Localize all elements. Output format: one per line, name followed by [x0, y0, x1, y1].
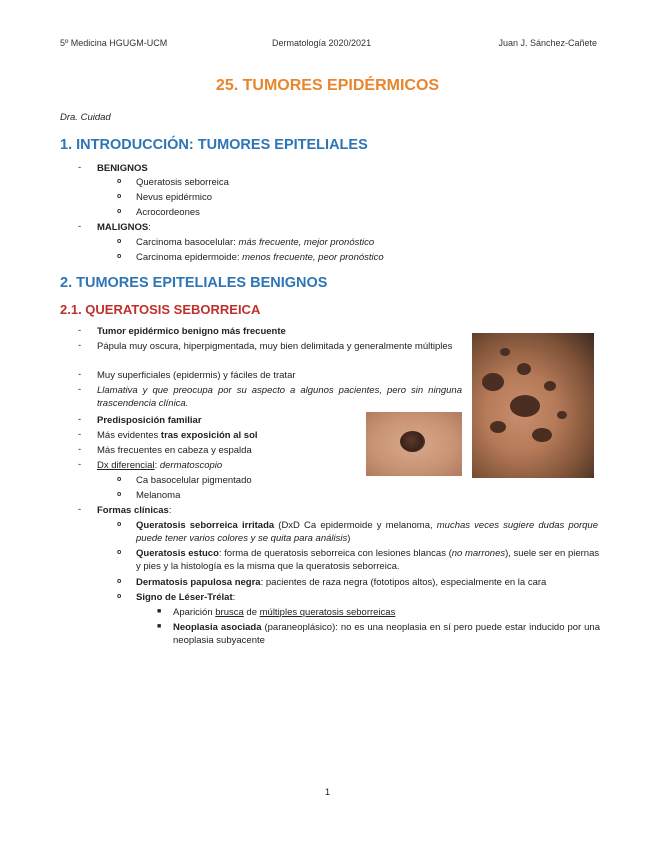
- qs-fact: Muy superficiales (epidermis) y fáciles de tratar: [97, 370, 296, 381]
- section-1-heading: 1. INTRODUCCIÓN: TUMORES EPITELIALES: [60, 137, 368, 153]
- qs-fact: Más frecuentes en cabeza y espalda: [97, 445, 252, 456]
- malignos-line: [97, 221, 151, 234]
- forma-item: [136, 519, 598, 545]
- forma-text: ): [347, 533, 351, 544]
- qs-fact: Predisposición familiar: [97, 415, 202, 426]
- bullet-square: ■: [157, 623, 162, 630]
- maligno-name: Carcinoma epidermoide:: [136, 252, 243, 263]
- lt-underlined: múltiples queratosis seborreicas: [259, 607, 396, 618]
- bullet-circle: o: [117, 491, 122, 498]
- lt-text: (paraneoplásico): no es una neoplasia en sí pero puede estar inducido por una neoplasia subyacente: [173, 622, 600, 646]
- bullet-dash: -: [78, 369, 82, 380]
- forma-text: ), suele ser en piernas y pies y la histología es la misma que la queratosis seborreica.: [136, 548, 600, 572]
- bullet-square: ■: [157, 608, 162, 615]
- bullet-dash: -: [78, 221, 82, 232]
- benigno-item: Acrocordeones: [136, 207, 200, 218]
- formas-clinicas: [97, 504, 171, 517]
- leser-trelat-item: [173, 621, 600, 647]
- section-2-heading: 2. TUMORES EPITELIALES BENIGNOS: [60, 275, 328, 291]
- malignos-label: MALIGNOS: [97, 222, 149, 233]
- qs-fact-text: Más evidentes: [97, 430, 161, 441]
- forma-name: Signo de Léser-Trélat: [136, 592, 233, 603]
- bullet-circle: o: [117, 178, 122, 185]
- formas-colon: :: [168, 505, 172, 516]
- bullet-dash: -: [78, 444, 82, 455]
- maligno-note: menos frecuente, peor pronóstico: [242, 252, 384, 263]
- lt-underlined: brusca: [215, 607, 244, 618]
- bullet-dash: -: [78, 325, 82, 336]
- bullet-circle: o: [117, 238, 122, 245]
- dx-diferencial: [97, 459, 222, 472]
- forma-note: no marrones: [451, 548, 506, 559]
- forma-name: Queratosis estuco: [136, 548, 219, 559]
- bullet-circle: o: [117, 593, 122, 600]
- forma-text: : pacientes de raza negra (fototipos altos), especialmente en la cara: [260, 577, 547, 588]
- page-title: 25. TUMORES EPIDÉRMICOS: [215, 77, 440, 94]
- formas-label: Formas clínicas: [97, 505, 169, 516]
- bullet-dash: -: [78, 459, 82, 470]
- header-right: Juan J. Sánchez-Cañete: [498, 38, 597, 48]
- page-number: 1: [324, 787, 331, 798]
- subsection-heading: 2.1. QUERATOSIS SEBORREICA: [60, 302, 261, 317]
- dx-item: Melanoma: [136, 490, 181, 501]
- qs-fact: Llamativa y que preocupa por su aspecto a algunos pacientes, pero sin ninguna trascendencia clínica.: [97, 385, 462, 409]
- seborrheic-keratosis-closeup-photo: [366, 412, 462, 476]
- maligno-item: [136, 251, 384, 264]
- bullet-circle: o: [117, 521, 122, 528]
- bullet-dash: -: [78, 340, 82, 351]
- lt-text: de: [243, 607, 260, 618]
- lt-bold: Neoplasia asociada: [173, 622, 262, 633]
- dx-label: Dx diferencial: [97, 460, 155, 471]
- header-center: Dermatología 2020/2021: [272, 38, 372, 48]
- benigno-item: Nevus epidérmico: [136, 192, 213, 203]
- bullet-dash: -: [78, 504, 82, 515]
- bullet-circle: o: [117, 208, 122, 215]
- dx-method: dermatoscopio: [159, 460, 223, 471]
- forma-name: Dermatosis papulosa negra: [136, 577, 261, 588]
- bullet-circle: o: [117, 476, 122, 483]
- maligno-note: más frecuente, mejor pronóstico: [238, 237, 375, 248]
- bullet-circle: o: [117, 578, 122, 585]
- benignos-label: BENIGNOS: [97, 163, 148, 174]
- maligno-name: Carcinoma basocelular:: [136, 237, 239, 248]
- forma-name: Queratosis seborreica irritada: [136, 520, 275, 531]
- forma-item: [136, 576, 546, 589]
- seborrheic-keratosis-scalp-photo: [472, 333, 594, 478]
- bullet-dash: -: [78, 429, 82, 440]
- benigno-item: Queratosis seborreica: [136, 177, 229, 188]
- bullet-dash: -: [78, 162, 82, 173]
- bullet-dash: -: [78, 414, 82, 425]
- bullet-circle: o: [117, 193, 122, 200]
- lt-text: Aparición: [173, 607, 216, 618]
- header-left: 5º Medicina HGUGM-UCM: [60, 38, 168, 48]
- forma-item: [136, 591, 235, 604]
- forma-note: muchas veces sugiere dudas porque puede tener varios colores y se quita para análisis: [136, 520, 598, 544]
- leser-trelat-item: [173, 606, 395, 619]
- malignos-colon: :: [148, 222, 151, 233]
- dx-item: Ca basocelular pigmentado: [136, 475, 252, 486]
- forma-colon: :: [232, 592, 236, 603]
- maligno-item: [136, 236, 374, 249]
- bullet-dash: -: [78, 384, 82, 395]
- forma-text: (DxD Ca epidermoide y melanoma,: [274, 520, 437, 531]
- qs-fact: Tumor epidérmico benigno más frecuente: [97, 326, 286, 337]
- forma-item: [136, 547, 600, 573]
- author: Dra. Cuidad: [60, 112, 111, 123]
- bullet-circle: o: [117, 253, 122, 260]
- dx-colon: :: [154, 460, 160, 471]
- qs-fact: Pápula muy oscura, hiperpigmentada, muy bien delimitada y generalmente múltiples: [97, 341, 453, 352]
- forma-text: : forma de queratosis seborreica con lesiones blancas (: [218, 548, 452, 559]
- qs-fact: [97, 429, 258, 442]
- qs-fact-emphasis: tras exposición al sol: [160, 430, 258, 441]
- bullet-circle: o: [117, 549, 122, 556]
